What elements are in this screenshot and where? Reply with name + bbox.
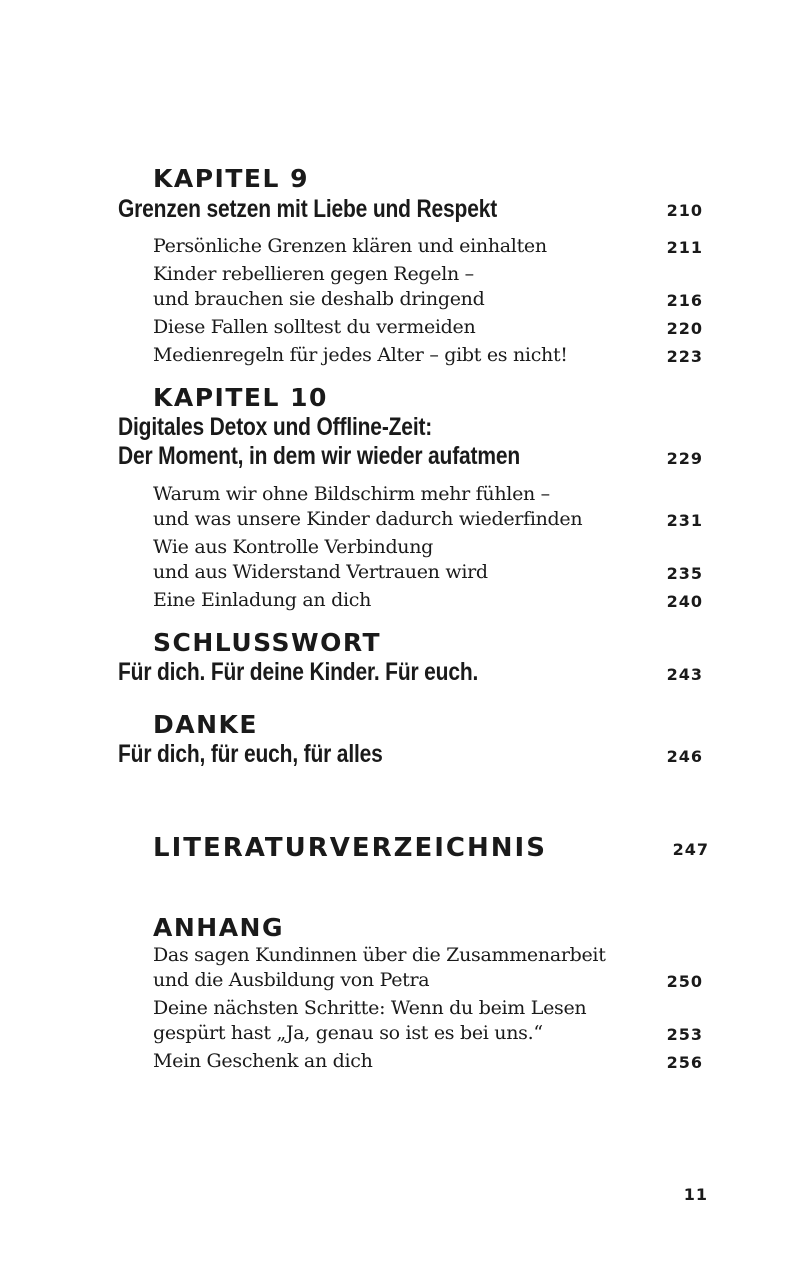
- toc-entry[interactable]: Mein Geschenk an dich: [153, 1050, 373, 1072]
- danke-page: 246: [666, 747, 703, 766]
- toc-entry-page: 250: [666, 972, 703, 991]
- toc-entry[interactable]: Das sagen Kundinnen über die Zusammenarbeit: [153, 944, 606, 966]
- toc-entry-page: 216: [666, 291, 703, 310]
- schlusswort-heading: SCHLUSSWORT: [153, 628, 382, 657]
- literaturverzeichnis-heading[interactable]: LITERATURVERZEICHNIS: [153, 833, 547, 863]
- chapter-10-page: 229: [666, 449, 703, 468]
- toc-entry-page: 220: [666, 319, 703, 338]
- toc-entry-page: 235: [666, 564, 703, 583]
- danke-heading: DANKE: [153, 710, 258, 739]
- page-number: 11: [683, 1185, 708, 1204]
- toc-entry[interactable]: Diese Fallen solltest du vermeiden: [153, 316, 476, 338]
- toc-entry[interactable]: Deine nächsten Schritte: Wenn du beim Lesen: [153, 997, 587, 1019]
- toc-entry-page: 223: [666, 347, 703, 366]
- anhang-heading: ANHANG: [153, 913, 284, 942]
- toc-entry-page: 211: [666, 238, 703, 257]
- toc-entry-continued[interactable]: und die Ausbildung von Petra: [153, 969, 430, 991]
- toc-entry-page: 240: [666, 592, 703, 611]
- toc-entry[interactable]: Medienregeln für jedes Alter – gibt es nicht!: [153, 344, 568, 366]
- schlusswort-page: 243: [666, 665, 703, 684]
- danke-title[interactable]: Für dich, für euch, für alles: [118, 740, 383, 768]
- toc-entry-page: 253: [666, 1025, 703, 1044]
- chapter-9-heading: KAPITEL 9: [153, 164, 310, 193]
- toc-entry-continued[interactable]: und brauchen sie deshalb dringend: [153, 288, 485, 310]
- toc-entry[interactable]: Warum wir ohne Bildschirm mehr fühlen –: [153, 483, 550, 505]
- toc-entry-page: 231: [666, 511, 703, 530]
- toc-entry-continued[interactable]: und was unsere Kinder dadurch wiederfinden: [153, 508, 583, 530]
- toc-entry-continued[interactable]: und aus Widerstand Vertrauen wird: [153, 561, 488, 583]
- schlusswort-title[interactable]: Für dich. Für deine Kinder. Für euch.: [118, 658, 479, 686]
- chapter-10-title-line2[interactable]: Der Moment, in dem wir wieder aufatmen: [118, 442, 521, 470]
- toc-entry[interactable]: Kinder rebellieren gegen Regeln –: [153, 263, 474, 285]
- chapter-9-page: 210: [666, 201, 703, 220]
- chapter-10-heading: KAPITEL 10: [153, 383, 328, 412]
- toc-entry[interactable]: Persönliche Grenzen klären und einhalten: [153, 235, 547, 257]
- literaturverzeichnis-page: 247: [672, 840, 709, 859]
- chapter-10-title-line1[interactable]: Digitales Detox und Offline-Zeit:: [118, 413, 433, 441]
- toc-entry[interactable]: Eine Einladung an dich: [153, 589, 372, 611]
- toc-entry-page: 256: [666, 1053, 703, 1072]
- toc-entry[interactable]: Wie aus Kontrolle Verbindung: [153, 536, 434, 558]
- toc-entry-continued[interactable]: gespürt hast „Ja, genau so ist es bei uns.“: [153, 1022, 543, 1044]
- chapter-9-title[interactable]: Grenzen setzen mit Liebe und Respekt: [118, 195, 498, 223]
